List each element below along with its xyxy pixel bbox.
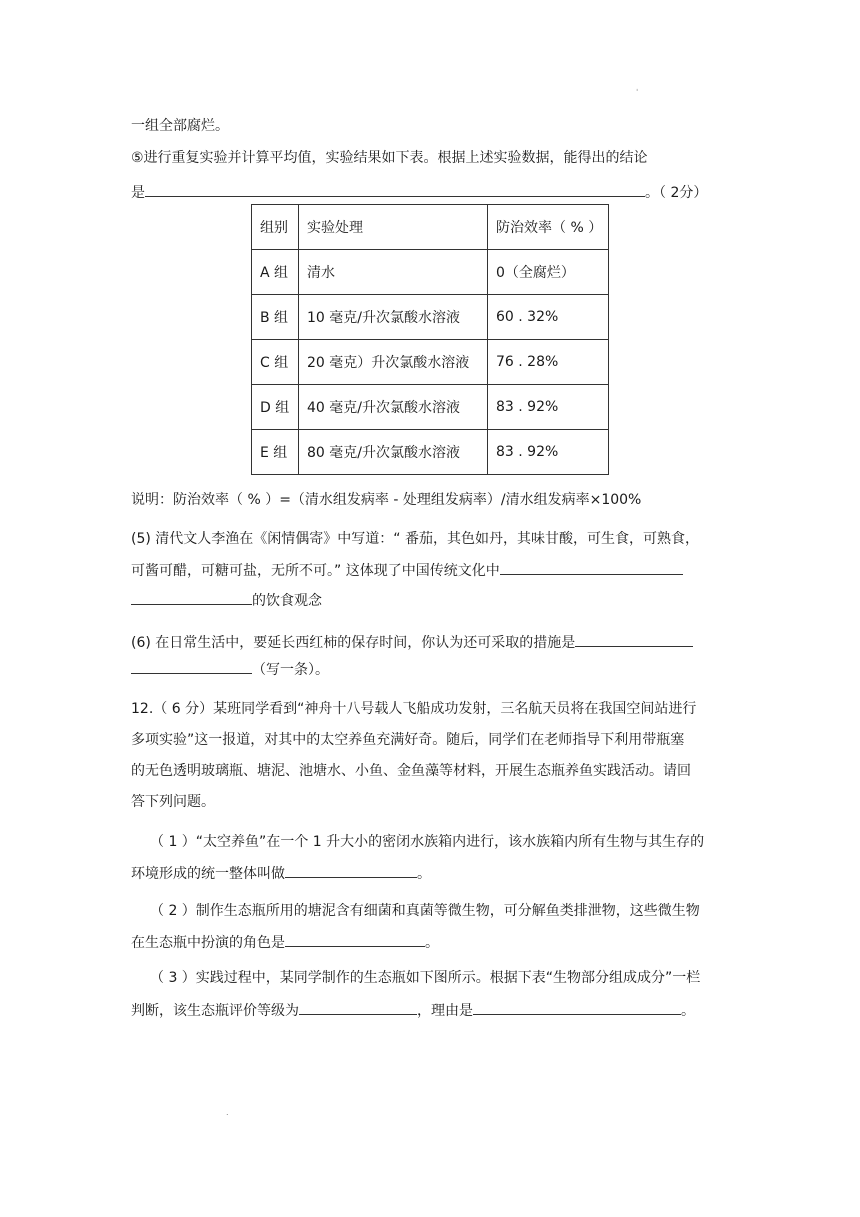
table-cell: 40 毫克/升次氯酸水溶液 <box>299 385 488 430</box>
answer-line <box>131 589 322 611</box>
table-cell: E 组 <box>252 430 299 475</box>
answer-blank[interactable] <box>145 181 645 197</box>
table-cell: C 组 <box>252 340 299 385</box>
table-cell: 10 毫克/升次氯酸水溶液 <box>299 295 488 340</box>
table-row <box>252 385 609 430</box>
table-row <box>252 430 609 475</box>
table-cell: 60 . 32% <box>488 295 609 340</box>
table-cell: 80 毫克/升次氯酸水溶液 <box>299 430 488 475</box>
text-line: ⑤进行重复实验并计算平均值，实验结果如下表。根据上述实验数据，能得出的结论 <box>131 150 648 166</box>
text-line: 多项实验”这一报道，对其中的太空养鱼充满好奇。随后，同学们在老师指导下利用带瓶塞 <box>131 732 685 748</box>
text-fragment: 判断，该生态瓶评价等级为 <box>131 1003 299 1019</box>
answer-blank[interactable] <box>575 631 693 647</box>
table-cell: 76 . 28% <box>488 340 609 385</box>
results-table <box>251 204 609 475</box>
table-cell: 0（全腐烂） <box>488 250 609 295</box>
text-line: 的无色透明玻璃瓶、塘泥、池塘水、小鱼、金鱼藻等材料，开展生态瓶养鱼实践活动。请回 <box>131 763 691 779</box>
answer-line <box>131 999 695 1021</box>
header-cell: 实验处理 <box>299 205 488 250</box>
text-fragment: ，理由是 <box>417 1003 473 1019</box>
text-fragment: 。 <box>417 866 431 882</box>
text-fragment: (6) 在日常生活中，要延长西红柿的保存时间，你认为还可采取的措施是 <box>131 635 576 651</box>
text-fragment: 可酱可醋，可糖可盐，无所不可。” 这体现了中国传统文化中 <box>131 563 500 579</box>
text-fragment: 在生态瓶中扮演的角色是 <box>131 935 285 951</box>
answer-blank[interactable] <box>473 999 681 1015</box>
text-fragment: （写一条）。 <box>252 662 329 678</box>
text-fragment: 。（ 2分） <box>645 185 708 201</box>
table-header-row <box>252 205 609 250</box>
text-fragment: 环境形成的统一整体叫做 <box>131 866 285 882</box>
table-row <box>252 250 609 295</box>
answer-line <box>131 559 683 581</box>
table-cell: D 组 <box>252 385 299 430</box>
answer-line <box>131 931 439 953</box>
table-cell: 83 . 92% <box>488 430 609 475</box>
text-fragment: 的饮食观念 <box>252 593 322 609</box>
text-line: （ 3 ）实践过程中，某同学制作的生态瓶如下图所示。根据下表“生物部分组成成分”一栏 <box>150 970 701 986</box>
answer-line <box>131 862 431 884</box>
table-row <box>252 295 609 340</box>
header-cell: 防治效率（ % ） <box>488 205 609 250</box>
text-line: （ 1 ）“太空养鱼”在一个 1 升大小的密闭水族箱内进行，该水族箱内所有生物与其生存的 <box>150 834 705 850</box>
text-line: 一组全部腐烂。 <box>131 118 229 134</box>
table-cell: B 组 <box>252 295 299 340</box>
table-cell: 清水 <box>299 250 488 295</box>
text-line: 答下列问题。 <box>131 794 215 810</box>
table-cell: 83 . 92% <box>488 385 609 430</box>
text-fragment: 。 <box>425 935 439 951</box>
answer-blank[interactable] <box>131 589 252 605</box>
question-line: 12.（ 6 分）某班同学看到“神舟十八号载人飞船成功发射，三名航天员将在我国空间站进行 <box>131 701 697 717</box>
answer-line <box>131 658 329 680</box>
text-line: (5) 清代文人李渔在《闲情偶寄》中写道：“ 番茄，其色如丹，其味甘酸，可生食，可熟食， <box>131 531 699 547</box>
table-cell: A 组 <box>252 250 299 295</box>
page-mark-top: ˈ <box>636 88 639 97</box>
table-note: 说明：防治效率（ % ）=（清水组发病率 - 处理组发病率）/清水组发病率×100% <box>131 492 642 508</box>
text-fragment: 。 <box>681 1003 695 1019</box>
answer-blank[interactable] <box>500 559 683 575</box>
answer-blank[interactable] <box>299 999 417 1015</box>
answer-blank[interactable] <box>285 862 417 878</box>
answer-blank[interactable] <box>285 931 425 947</box>
answer-line <box>131 631 693 653</box>
page-mark-bottom: . <box>226 1108 229 1117</box>
answer-blank[interactable] <box>131 658 252 674</box>
header-cell: 组别 <box>252 205 299 250</box>
text-line: （ 2 ）制作生态瓶所用的塘泥含有细菌和真菌等微生物，可分解鱼类排泄物，这些微生物 <box>150 903 700 919</box>
answer-line <box>131 181 707 203</box>
text-fragment: 是 <box>131 185 145 201</box>
table-row <box>252 340 609 385</box>
table-cell: 20 毫克）升次氯酸水溶液 <box>299 340 488 385</box>
